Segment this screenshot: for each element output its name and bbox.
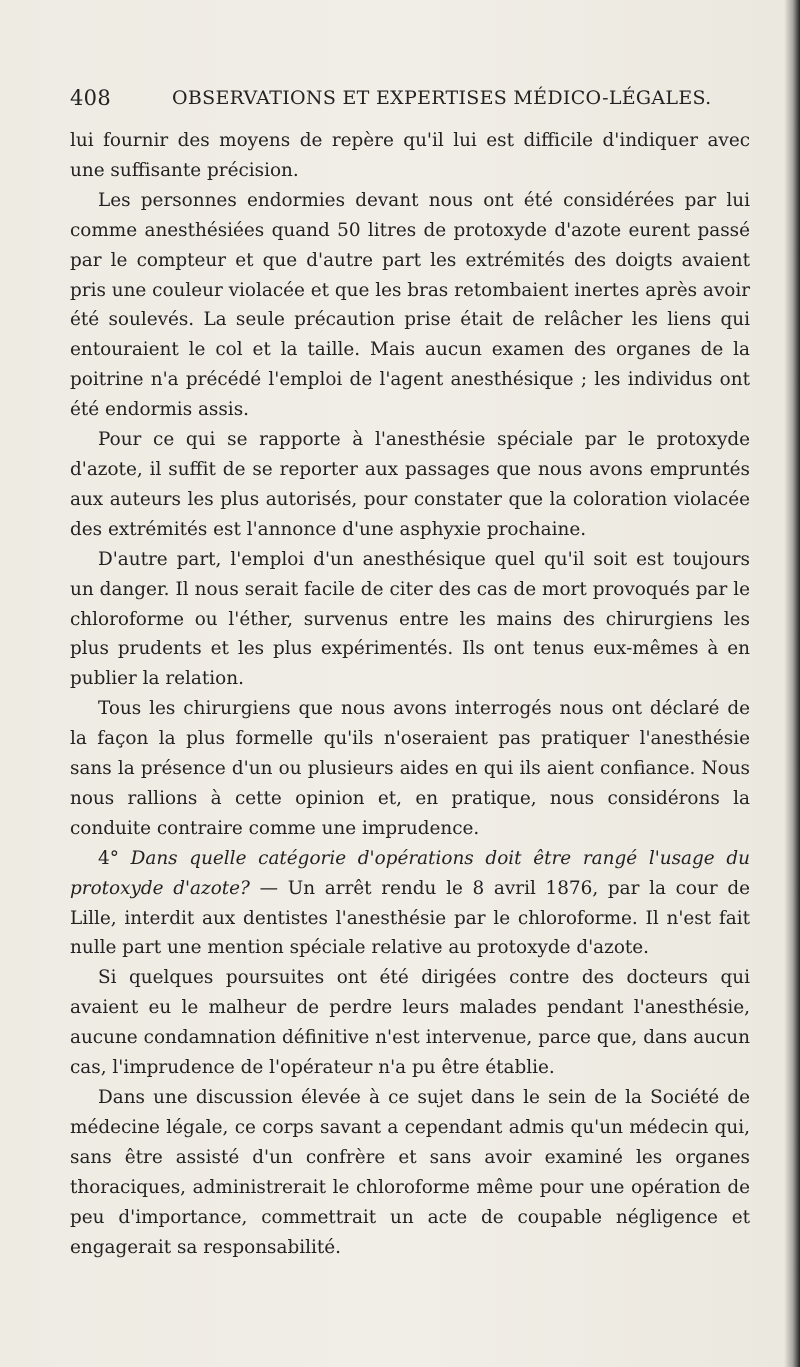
paragraph-societe-medecine-legale: Dans une discussion élevée à ce sujet dans le sein de la Société de médecine légale, ce corps savant a cependant admis qu'un médecin qui, sans être assisté d'un confrère et sans avoir examiné les organes thoraciques, administrerait le chloroforme même pour une opération de peu d'importance, commettrait un acte de coupable négligence et engagerait sa responsabilité.	[70, 1087, 750, 1258]
paragraph-protoxyde-asphyxie: Pour ce qui se rapporte à l'anesthésie spéciale par le protoxyde d'azote, il suffit de se reporter aux passages que nous avons empruntés aux auteurs les plus autorisés, pour constater que la coloration violacée des extrémités est l'annonce d'une asphyxie prochaine.	[70, 429, 750, 540]
paragraph-poursuites: Si quelques poursuites ont été dirigées contre des docteurs qui avaient eu le malheur de perdre leurs malades pendant l'anesthésie, aucune condamnation définitive n'est intervenue, parce que, dans aucun cas, l'imprudence de l'opérateur n'a pu être établie.	[70, 967, 750, 1079]
paragraph-chirurgiens: Tous les chirurgiens que nous avons interrogés nous ont déclaré de la façon la plus formelle qu'ils n'oseraient pas pratiquer l'anesthésie sans la présence d'un ou plusieurs aides en qui ils aient confiance. Nous nous rallions à cette opinion et, en pratique, nous considérons la conduite contraire comme une imprudence.	[70, 698, 750, 839]
running-title: OBSERVATIONS ET EXPERTISES MÉDICO-LÉGALES.	[172, 87, 712, 109]
page-number: 408	[70, 86, 111, 110]
section-4-text: — Un arrêt rendu le 8 avril 1876, par la cour de Lille, interdit aux dentistes l'anesthésie par le chloroforme. Il n'est fait nulle part une mention spéciale relative au protoxyde d'azote.	[70, 877, 750, 959]
paragraph-continuation: lui fournir des moyens de repère qu'il lui est difficile d'indiquer avec une suffisante précision.	[70, 130, 750, 181]
paragraph-anesthesia-observation: Les personnes endormies devant nous ont été considérées par lui comme anesthésiées quand 50 litres de protoxyde d'azote eurent passé par le compteur et que d'autre part les extrémités des doigts avaient pris une couleur violacée et que les bras retombaient inertes après avoir été soulevés. La seule précaution prise était de relâcher les liens qui entouraient le col et la taille. Mais aucun examen des organes de la poitrine n'a précédé l'emploi de l'agent anesthésique ; les individus ont été endormis assis.	[70, 189, 750, 421]
body-text	[70, 126, 750, 1262]
paragraph-section-4	[70, 844, 750, 964]
paragraph-danger: D'autre part, l'emploi d'un anesthésique quel qu'il soit est toujours un danger. Il nous serait facile de citer des cas de mort provoqués par le chloroforme ou l'éther, survenus entre les mains des chirurgiens les plus prudents et les plus expérimentés. Ils ont tenus eux-mêmes à en publier la relation.	[70, 548, 750, 690]
section-4-heading: Dans quelle catégorie d'opérations doit être rangé l'usage du protoxyde d'azote?	[70, 847, 750, 899]
page-edge-shadow	[784, 0, 800, 1367]
section-4-number: 4°	[98, 847, 119, 869]
page-header	[70, 86, 750, 116]
